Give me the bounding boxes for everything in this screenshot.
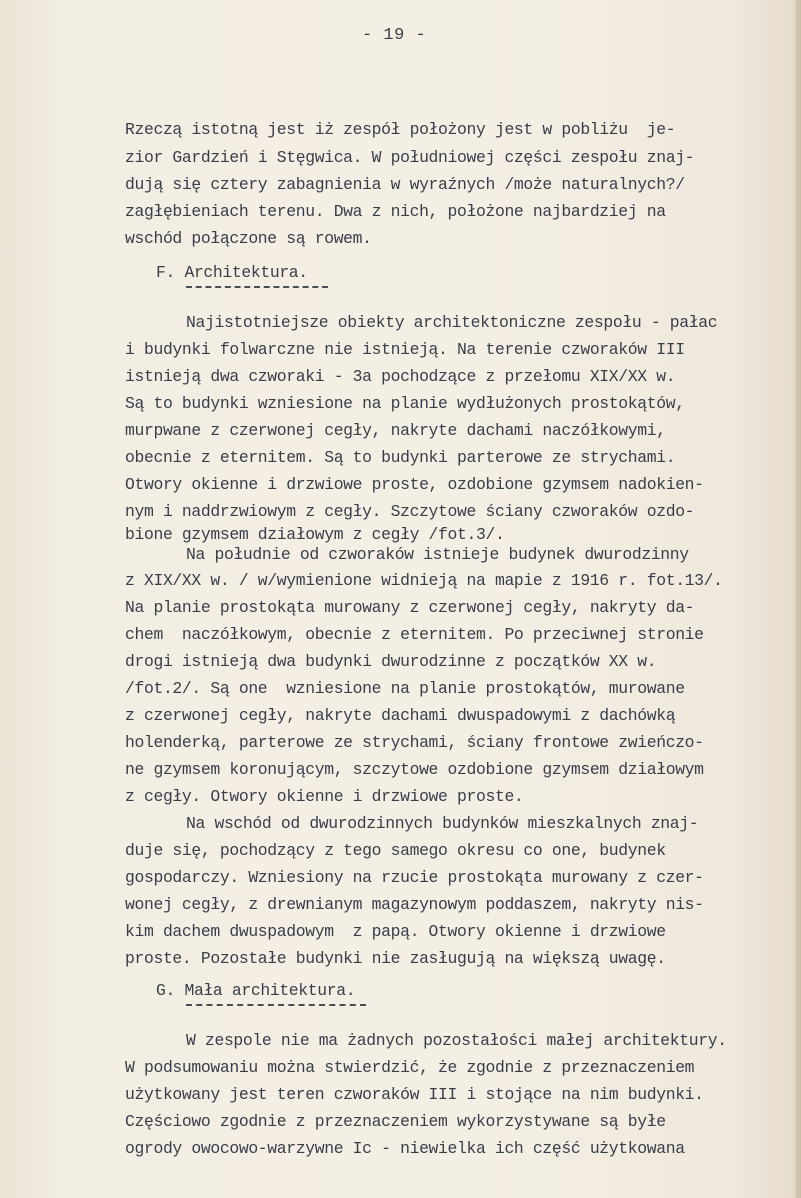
section-heading-mala-architektura: G. Mała architektura. — [156, 981, 356, 1000]
text-line: /fot.2/. Są one wzniesione na planie prostokątów, murowane — [125, 679, 685, 698]
section-heading-architektura: F. Architektura. — [156, 263, 308, 282]
text-line: dują się cztery zabagnienia w wyraźnych /może naturalnych?/ — [125, 175, 685, 194]
text-line: bione gzymsem działowym z cegły /fot.3/. — [125, 525, 505, 544]
text-line: z czerwonej cegły, nakryte dachami dwuspadowymi z dachówką — [125, 706, 676, 725]
heading-underline — [186, 1004, 366, 1006]
text-line: wschód połączone są rowem. — [125, 229, 372, 248]
text-line: Najistotniejsze obiekty architektoniczne zespołu - pałac — [186, 313, 718, 332]
text-line: gospodarczy. Wzniesiony na rzucie prostokąta murowany z czer- — [125, 868, 704, 887]
text-line: Otwory okienne i drzwiowe proste, ozdobione gzymsem nadokien- — [125, 475, 704, 494]
text-line: Są to budynki wzniesione na planie wydłużonych prostokątów, — [125, 394, 685, 413]
heading-underline — [186, 286, 328, 288]
text-line: zagłębieniach terenu. Dwa z nich, położone najbardziej na — [125, 202, 666, 221]
text-line: kim dachem dwuspadowym z papą. Otwory okienne i drzwiowe — [125, 922, 666, 941]
text-line: Rzeczą istotną jest iż zespół położony jest w pobliżu je- — [125, 120, 676, 139]
text-line: i budynki folwarczne nie istnieją. Na terenie czworaków III — [125, 340, 685, 359]
text-line: Na planie prostokąta murowany z czerwonej cegły, nakryty da- — [125, 598, 695, 617]
text-line: nym i naddrzwiowym z cegły. Szczytowe ściany czworaków ozdo- — [125, 502, 695, 521]
text-line: ogrody owocowo-warzywne Ic - niewielka ich część użytkowana — [125, 1139, 685, 1158]
text-line: użytkowany jest teren czworaków III i stojące na nim budynki. — [125, 1085, 704, 1104]
text-line: drogi istnieją dwa budynki dwurodzinne z początków XX w. — [125, 652, 657, 671]
text-line: Na południe od czworaków istnieje budynek dwurodzinny — [186, 545, 689, 564]
text-line: z XIX/XX w. / w/wymienione widnieją na mapie z 1916 r. fot.13/. — [125, 571, 723, 590]
page-number: - 19 - — [362, 26, 427, 45]
page-edge-shadow — [795, 0, 801, 1198]
text-line: chem naczółkowym, obecnie z eternitem. Po przeciwnej stronie — [125, 625, 704, 644]
text-line: W podsumowaniu można stwierdzić, że zgodnie z przeznaczeniem — [125, 1058, 695, 1077]
text-line: zior Gardzień i Stęgwica. W południowej części zespołu znaj- — [125, 148, 695, 167]
text-line: proste. Pozostałe budynki nie zasługują na większą uwagę. — [125, 949, 666, 968]
text-line: obecnie z eternitem. Są to budynki parterowe ze strychami. — [125, 448, 676, 467]
text-line: Na wschód od dwurodzinnych budynków mieszkalnych znaj- — [186, 814, 699, 833]
text-line: holenderką, parterowe ze strychami, ściany frontowe zwieńczo- — [125, 733, 704, 752]
text-line: murpwane z czerwonej cegły, nakryte dachami naczółkowymi, — [125, 421, 666, 440]
text-line: duje się, pochodzący z tego samego okresu co one, budynek — [125, 841, 666, 860]
text-line: Częściowo zgodnie z przeznaczeniem wykorzystywane są byłe — [125, 1112, 666, 1131]
text-line: istnieją dwa czworaki - 3a pochodzące z przełomu XIX/XX w. — [125, 367, 676, 386]
text-line: wonej cegły, z drewnianym magazynowym poddaszem, nakryty nis- — [125, 895, 704, 914]
text-line: z cegły. Otwory okienne i drzwiowe proste. — [125, 787, 524, 806]
text-line: ne gzymsem koronującym, szczytowe ozdobione gzymsem działowym — [125, 760, 704, 779]
text-line: W zespole nie ma żadnych pozostałości małej architektury. — [186, 1031, 727, 1050]
